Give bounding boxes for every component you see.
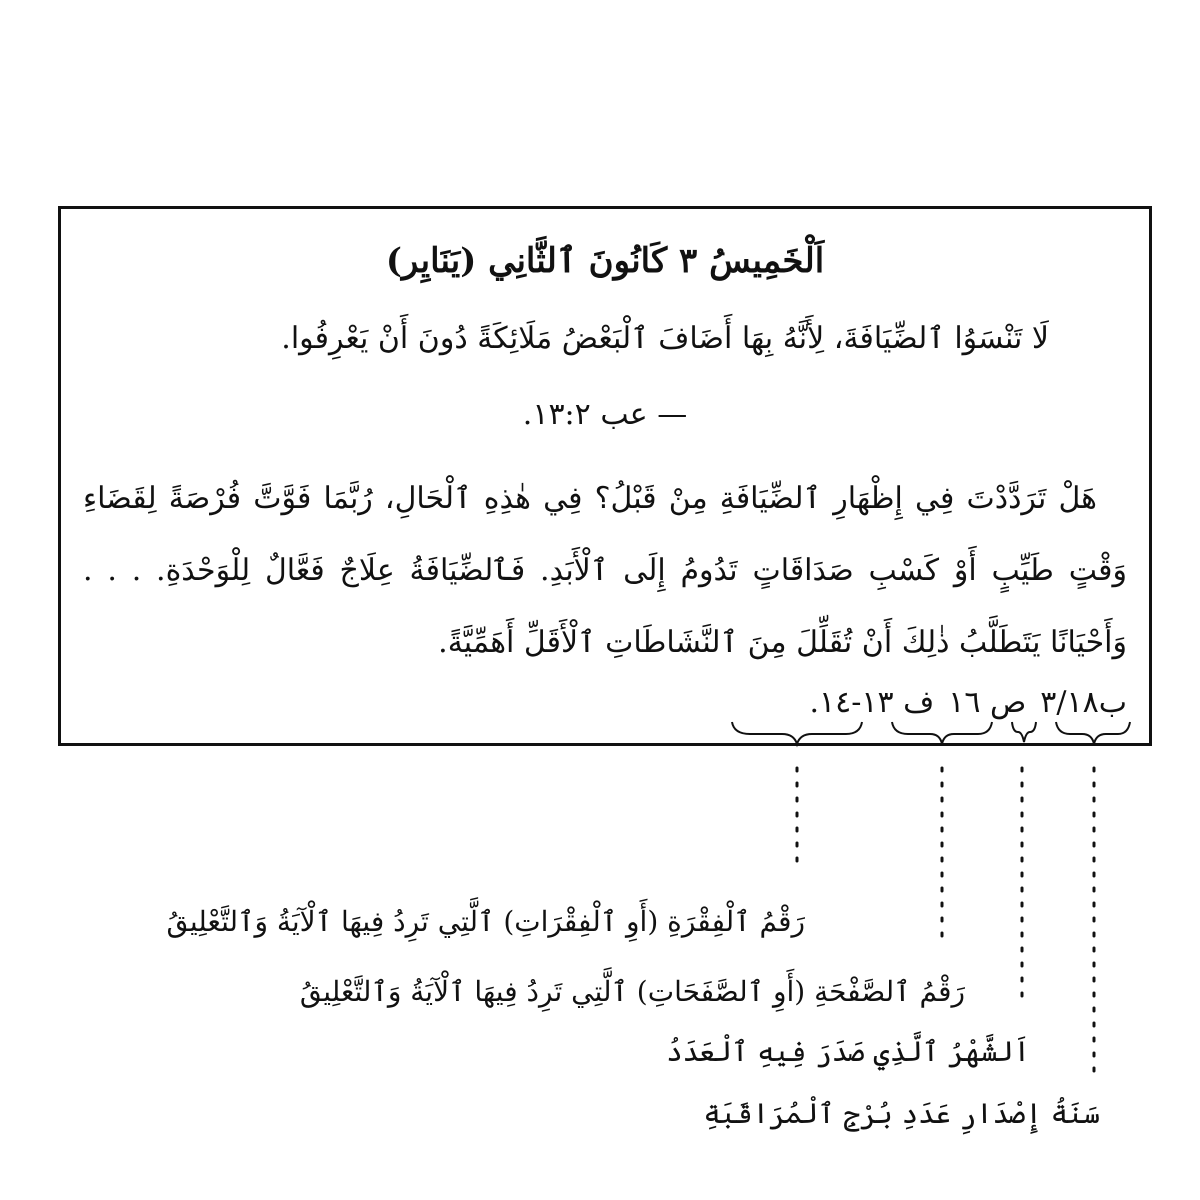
citation-year: ب١٨	[1066, 685, 1127, 720]
annotation-paragraphs: رَقْمُ ٱلْفِقْرَةِ (أَوِ ٱلْفِقْرَاتِ) ٱلَّتِي تَرِدُ فِيهَا ٱلْآيَةُ وَٱلتَّعْلِيقُ	[166, 905, 805, 938]
date-title: اَلْخَمِيسُ ٣ كَانُونَ ٱلثَّانِي (يَنَايِر)	[385, 241, 825, 281]
citation-paragraphs: ف ١٣-١٤.	[809, 685, 935, 720]
verse-text: لَا تَنْسَوُا ٱلضِّيَافَةَ، لِأَنَّهُ بِهَا أَضَافَ ٱلْبَعْضُ مَلَائِكَةً دُونَ أَنْ يَعْرِفُوا.	[281, 321, 1049, 356]
annotation-year: سَنَةُ إِصْدَارِ عَدَدِ بُرْجِ ٱلْمُرَاقَبَةِ	[703, 1097, 1100, 1130]
daily-text-box	[58, 206, 1152, 746]
verse-reference: — عب ١٣:٢.	[522, 397, 688, 432]
annotation-month: اَلشَّهْرُ ٱلَّذِي صَدَرَ فِيهِ ٱلْعَدَدُ	[666, 1035, 1030, 1068]
citation	[795, 681, 1127, 725]
citation-month: /٣	[1040, 685, 1067, 720]
citation-page: ص ١٦	[948, 685, 1027, 720]
annotation-pages: رَقْمُ ٱلصَّفْحَةِ (أَوِ ٱلصَّفَحَاتِ) ٱلَّتِي تَرِدُ فِيهَا ٱلْآيَةُ وَٱلتَّعْلِيقُ	[299, 975, 965, 1008]
comment-text: هَلْ تَرَدَّدْتَ فِي إِظْهَارِ ٱلضِّيَافَةِ مِنْ قَبْلُ؟ فِي هٰذِهِ ٱلْحَالِ، رُبَّمَا فَوَّتَّ فُرْصَةً لِقَضَاءِ وَقْتٍ طَيِّبٍ أَوْ كَسْبِ صَدَاقَاتٍ تَدُومُ إِلَى ٱلْأَبَدِ. فَٱلضِّيَافَةُ عِلَاجٌ فَعَّالٌ لِلْوَحْدَةِ. . . . وَأَحْيَانًا يَتَطَلَّبُ ذٰلِكَ أَنْ تُقَلِّلَ مِنَ ٱلنَّشَاطَاتِ ٱلْأَقَلِّ أَهَمِّيَّةً.	[83, 481, 1128, 660]
